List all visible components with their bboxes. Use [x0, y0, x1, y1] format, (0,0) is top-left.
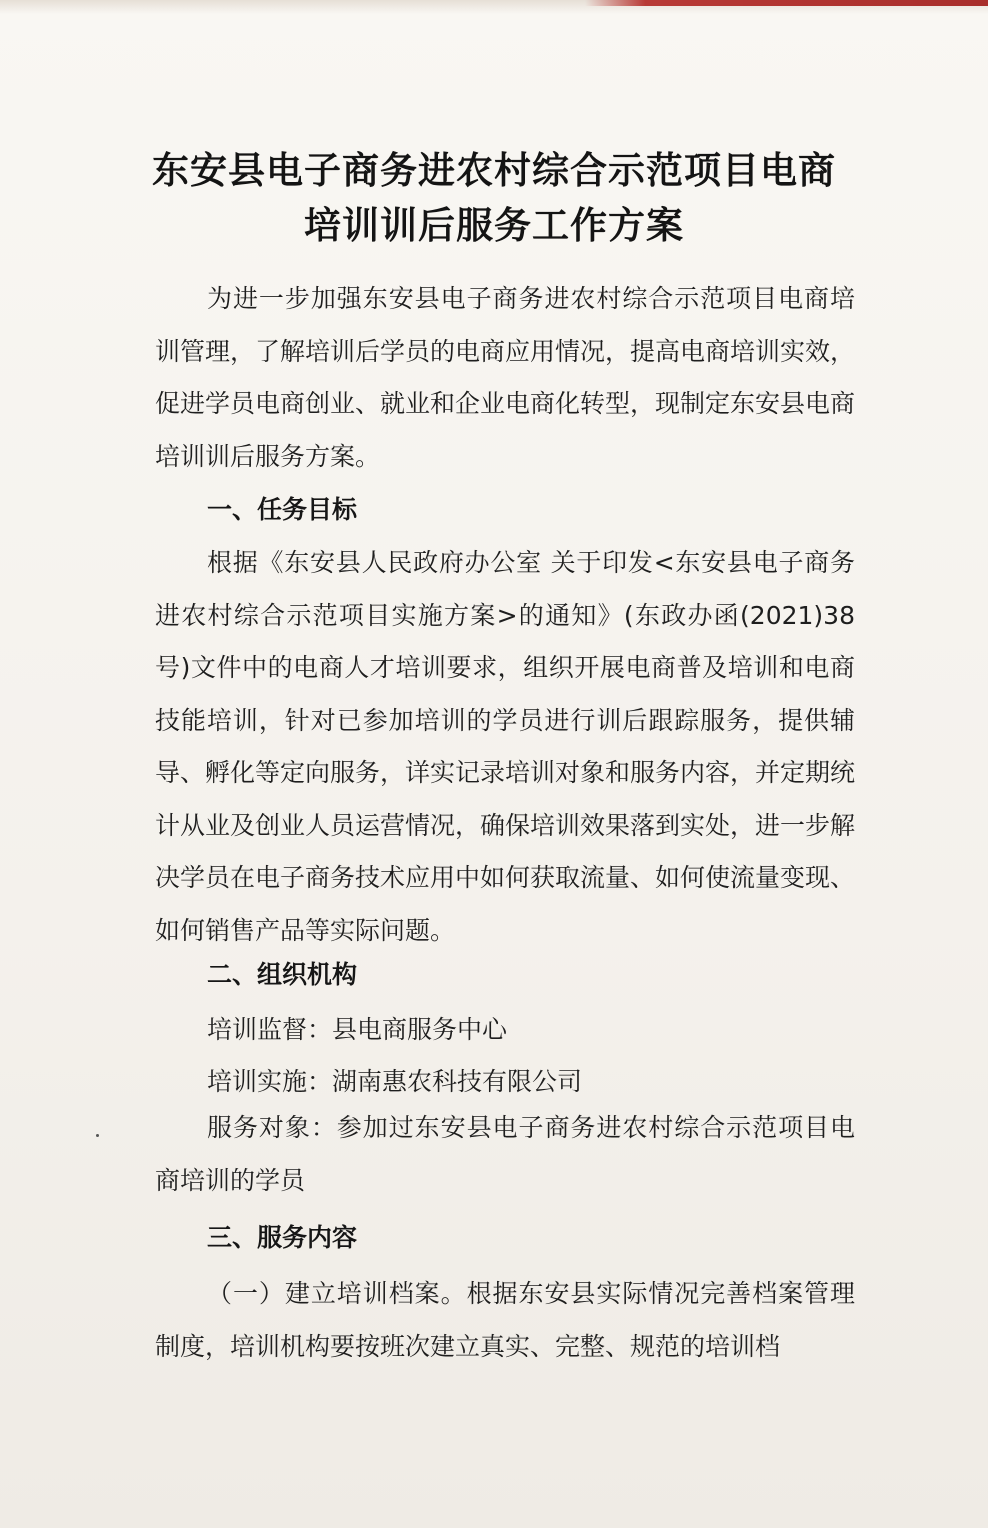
- red-header-mark: [585, 0, 988, 6]
- supervision-line: 培训监督：县电商服务中心: [207, 1015, 508, 1044]
- section3-heading: 三、服务内容: [207, 1223, 358, 1252]
- section1-heading: 一、任务目标: [207, 495, 358, 524]
- section1-body: 根据《东安县人民政府办公室 关于印发<东安县电子商务进农村综合示范项目实施方案>的通知》(东政办函(2021)38号)文件中的电商人才培训要求，组织开展电商普及培训和电商技能培训，针对已参加培训的学员进行训后跟踪服务，提供辅导、孵化等定向服务，详实记录培训对象和服务内容，并定期统计从业及创业人员运营情况，确保培训效果落到实处，进一步解决学员在电子商务技术应用中如何获取流量、如何使流量变现、如何销售产品等实际问题。: [155, 548, 856, 945]
- intro-paragraph: 为进一步加强东安县电子商务进农村综合示范项目电商培训管理，了解培训后学员的电商应用情况，提高电商培训实效，促进学员电商创业、就业和企业电商化转型，现制定东安县电商培训训后服务方案。: [155, 284, 856, 471]
- section2-heading: 二、组织机构: [207, 960, 358, 989]
- margin-dot: [96, 1134, 99, 1137]
- section3-item1: （一）建立培训档案。根据东安县实际情况完善档案管理制度，培训机构要按班次建立真实、完整、规范的培训档: [155, 1279, 855, 1361]
- implementation-line: 培训实施：湖南惠农科技有限公司: [207, 1067, 583, 1096]
- service-target-paragraph: 服务对象：参加过东安县电子商务进农村综合示范项目电商培训的学员: [155, 1113, 855, 1195]
- document-title-line1: 东安县电子商务进农村综合示范项目电商: [152, 148, 836, 192]
- document-title-line2: 培训训后服务工作方案: [304, 203, 684, 247]
